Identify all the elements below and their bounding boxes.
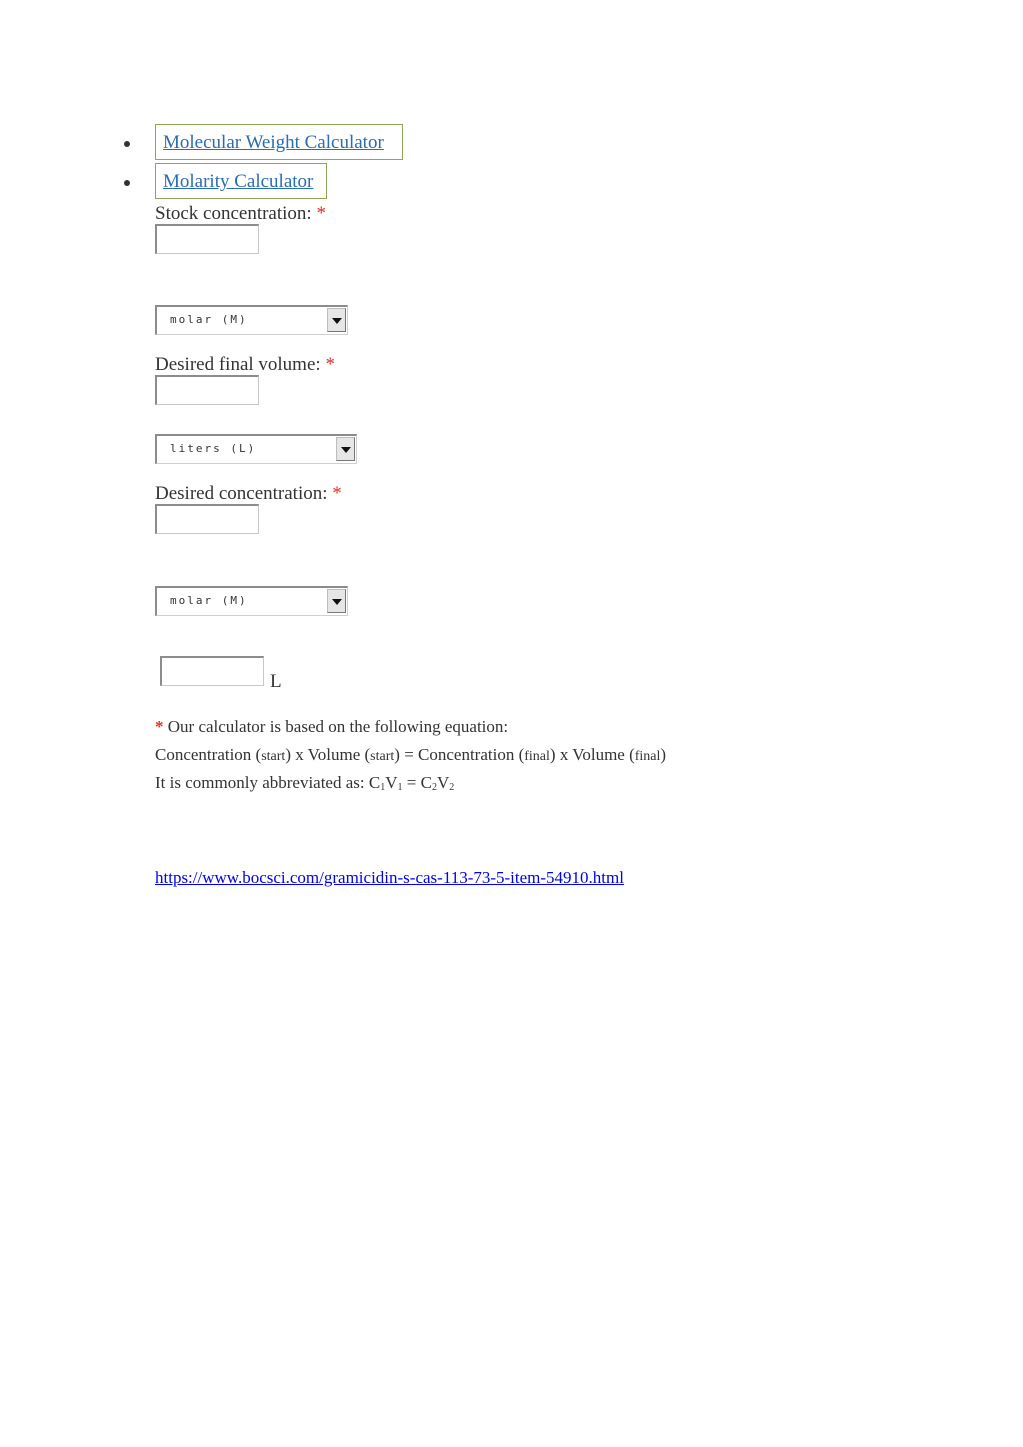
nav-item-molecular-weight: [155, 124, 403, 160]
bullet: [124, 141, 130, 147]
chevron-down-icon[interactable]: [336, 437, 355, 461]
equation-text: Concentration (start) x Volume (start) = Concentration (final) x Volume (final): [155, 745, 667, 764]
stock-concentration-label: Stock concentration: *: [155, 203, 326, 224]
required-asterisk: *: [332, 483, 342, 504]
required-asterisk: *: [316, 203, 326, 224]
required-asterisk: *: [325, 354, 335, 375]
bullet: [124, 180, 130, 186]
molecular-weight-calculator-link[interactable]: Molecular Weight Calculator: [163, 132, 384, 153]
desired-concentration-label: Desired concentration: *: [155, 483, 342, 504]
result-unit-label: L: [270, 671, 282, 692]
final-volume-label: Desired final volume: *: [155, 354, 335, 375]
stock-concentration-unit-select[interactable]: molar (M): [155, 305, 348, 335]
equation-intro: * Our calculator is based on the following equation:: [155, 717, 509, 736]
final-volume-input[interactable]: [155, 375, 259, 405]
equation-abbreviation: It is commonly abbreviated as: $C_1V_1 = C_2V_2$: [155, 773, 455, 793]
desired-concentration-input[interactable]: [155, 504, 259, 534]
result-volume-output[interactable]: [160, 656, 264, 686]
chevron-down-icon[interactable]: [327, 589, 346, 613]
chevron-down-icon[interactable]: [327, 308, 346, 332]
molarity-calculator-link[interactable]: Molarity Calculator: [163, 171, 314, 192]
source-url-link[interactable]: https://www.bocsci.com/gramicidin-s-cas-113-73-5-item-54910.html: [155, 868, 624, 887]
final-volume-unit-select[interactable]: liters (L): [155, 434, 357, 464]
desired-concentration-unit-select[interactable]: molar (M): [155, 586, 348, 616]
note-asterisk: *: [155, 717, 164, 736]
stock-concentration-input[interactable]: [155, 224, 259, 254]
nav-item-molarity: [155, 163, 327, 199]
